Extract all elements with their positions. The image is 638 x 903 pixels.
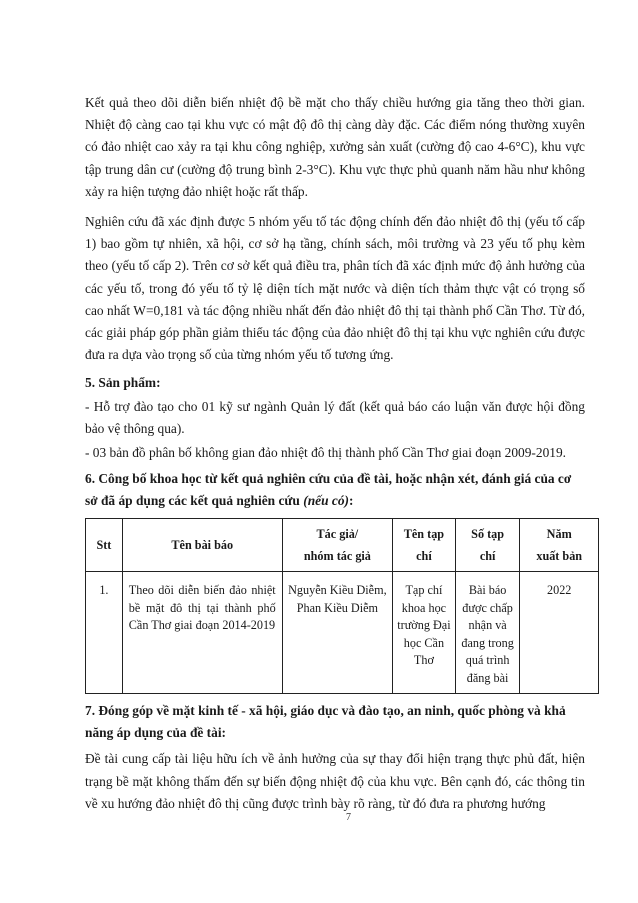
cell-status: Bài báo được chấp nhận và đang trong quá trình đăng bài (455, 572, 520, 694)
header-title: Tên bài báo (122, 519, 282, 572)
header-status-line-2: chí (479, 549, 496, 564)
header-status-line-1: Số tạp (471, 527, 505, 542)
section-6-heading-text: 6. Công bố khoa học từ kết quả nghiên cứu của đề tài, hoặc nhận xét, đánh giá của cơ sở đã áp dụng các kết quả nghiên cứu (85, 471, 572, 509)
cell-year: 2022 (520, 572, 599, 694)
section-5-heading: 5. Sản phẩm: (85, 375, 161, 391)
header-status (455, 519, 520, 572)
paragraph-surface-temperature: Kết quả theo dõi diễn biến nhiệt độ bề mặt cho thấy chiều hướng gia tăng theo thời gian. Nhiệt độ càng cao tại khu vực có mật độ đô thị càng dày đặc. Các điểm nóng thường xuyên có đảo nhiệt cao xảy ra tại khu công nghiệp, xưởng sản xuất (cường độ cao 4-6°C), khu vực tập trung dân cư (cường độ trung bình 2-3°C). Khu vực thực phủ quanh năm hầu như không xảy ra hiện tượng đảo nhiệt hoặc rất thấp. (85, 95, 585, 199)
header-year-line-1: Năm (546, 527, 572, 542)
page-number: 7 (346, 812, 351, 823)
section-7-heading: 7. Đóng góp về mặt kinh tế - xã hội, giáo dục và đào tạo, an ninh, quốc phòng và khả năng áp dụng của đề tài: (85, 703, 566, 741)
header-stt: Stt (86, 519, 123, 572)
product-item-2: - 03 bản đồ phân bố không gian đảo nhiệt đô thị thành phố Cần Thơ giai đoạn 2009-2019. (85, 445, 567, 461)
section-6-heading-colon: : (349, 493, 354, 509)
product-item-1: - Hỗ trợ đào tạo cho 01 kỹ sư ngành Quản lý đất (kết quả báo cáo luận văn được hội đồng bảo vệ thông qua). (85, 399, 585, 437)
cell-stt: 1. (86, 572, 123, 694)
header-author-line-2: nhóm tác giả (303, 549, 371, 564)
cell-title: Theo dõi diễn biến đảo nhiệt bề mặt đô thị tại thành phố Cần Thơ giai đoạn 2014-2019 (122, 572, 282, 694)
cell-author: Nguyễn Kiều Diễm, Phan Kiều Diễm (282, 572, 392, 694)
header-year (520, 519, 599, 572)
header-year-line-2: xuất bản (536, 549, 583, 564)
table-header-row (86, 519, 599, 572)
section-6-heading (85, 468, 585, 512)
section-6-heading-italic: (nếu có) (303, 493, 349, 509)
header-journal-line-2: chí (416, 549, 432, 564)
section-7-text: Đề tài cung cấp tài liệu hữu ích về ảnh hưởng của sự thay đổi hiện trạng thực phủ đất, hiện trạng bề mặt không thấm đến sự biến động nhiệt độ của khu vực. Bên cạnh đó, các thông tin về xu hướng đảo nhiệt đô thị cũng được trình bày rõ ràng, từ đó đưa ra phương hướng (85, 751, 585, 811)
header-journal-line-1: Tên tạp (403, 527, 445, 542)
header-author (282, 519, 392, 572)
header-author-line-1: Tác giả/ (316, 527, 359, 542)
document-page (85, 92, 585, 815)
paragraph-factors: Nghiên cứu đã xác định được 5 nhóm yếu tố tác động chính đến đảo nhiệt đô thị (yếu tố cấp 1) bao gồm tự nhiên, xã hội, cơ sở hạ tầng, chính sách, môi trường và 23 yếu tố phụ kèm theo (yếu tố cấp 2). Trên cơ sở kết quả điều tra, phân tích đã xác định mức độ ảnh hưởng của các yếu tố, trong đó yếu tố tỷ lệ diện tích mặt nước và diện tích thảm thực vật có trọng số cao nhất W=0,181 và tác động nhiều nhất đến đảo nhiệt đô thị tại thành phố Cần Thơ. Từ đó, các giải pháp góp phần giảm thiểu tác động của đảo nhiệt đô thị tại khu vực nghiên cứu được đưa ra dựa vào trọng số của từng nhóm yếu tố tương ứng. (85, 214, 585, 363)
table-row (86, 572, 599, 694)
cell-journal: Tạp chí khoa học trường Đại học Cần Thơ (393, 572, 456, 694)
publication-table (85, 518, 599, 694)
header-journal (393, 519, 456, 572)
